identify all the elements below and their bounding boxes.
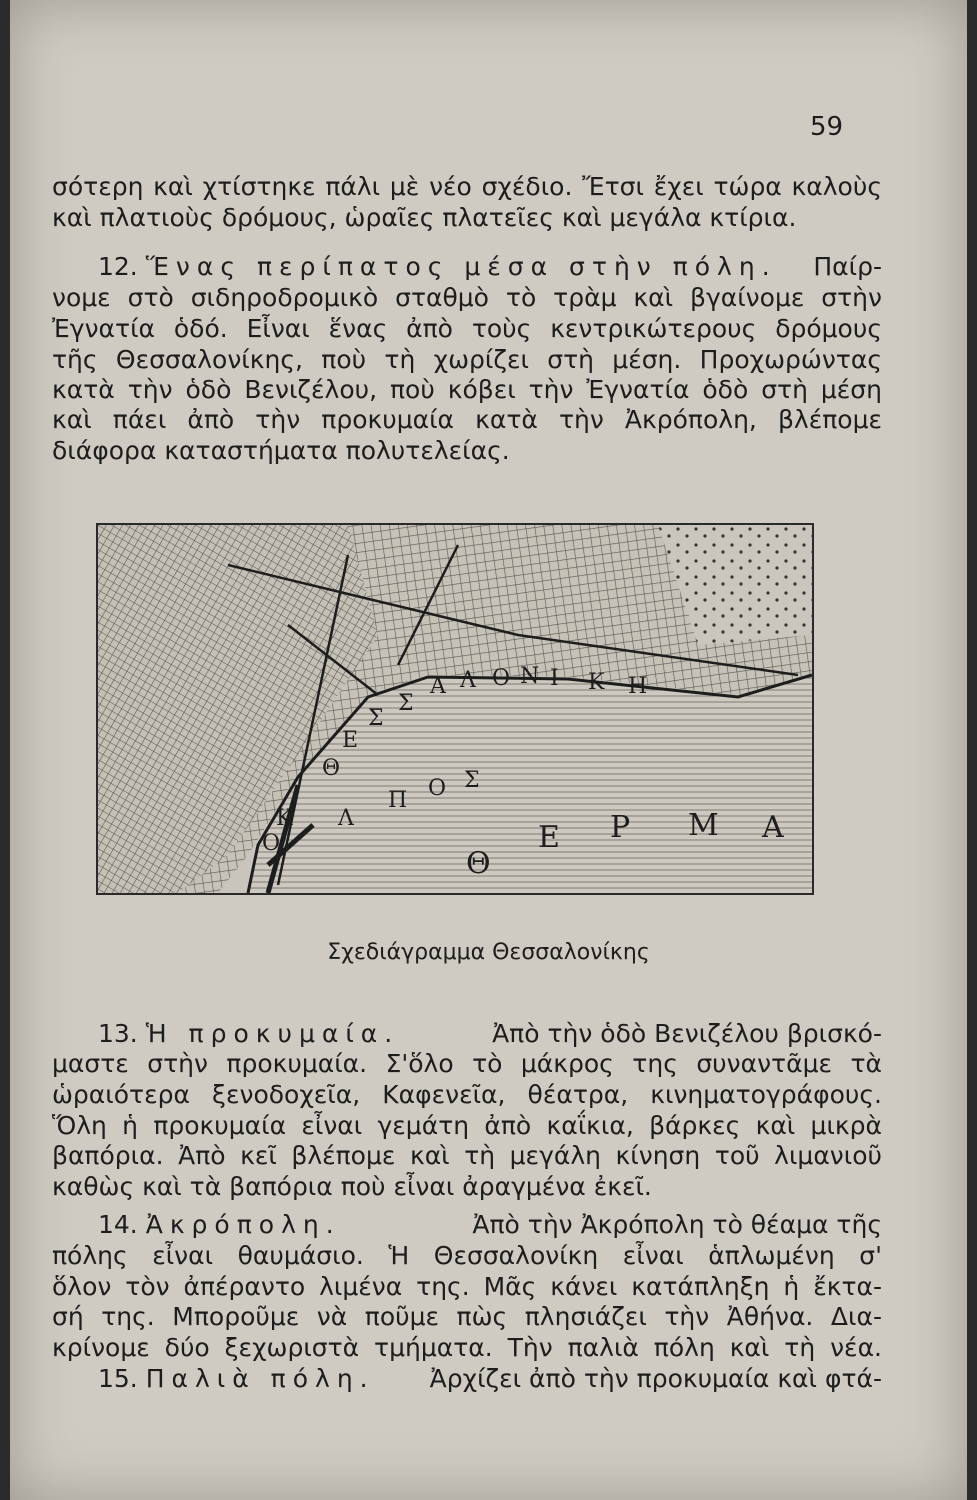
text-line: καὶ πάει ἀπὸ τὴν προκυμαία κατὰ τὴν Ἀκρόπολη, βλέπομε xyxy=(52,405,882,434)
text-line: καὶ πλατιοὺς δρόμους, ὡραῖες πλατεῖες καὶ μεγάλα κτίρια. xyxy=(52,203,797,232)
city-map xyxy=(96,523,814,895)
map-letter: Ι xyxy=(550,666,565,691)
section-number: 13. xyxy=(98,1019,138,1048)
map-letter: Λ xyxy=(338,806,360,831)
section-13-heading-line xyxy=(98,1019,882,1049)
text-line: σότερη καὶ χτίστηκε πάλι μὲ νέο σχέδιο. Ἔτσι ἔχει τώρα καλοὺς xyxy=(52,172,882,201)
section-12-heading-line xyxy=(98,252,882,282)
section-14-heading-line xyxy=(98,1210,882,1240)
section-15-heading-line xyxy=(98,1364,882,1394)
text-fragment: Παίρ- xyxy=(813,252,882,281)
map-letter: Κ xyxy=(588,670,611,695)
text-fragment: Ἀπὸ τὴν ὁδὸ Βενιζέλου βρισκό- xyxy=(492,1019,882,1048)
map-letter: Ο xyxy=(492,666,517,691)
map-letter: Κ xyxy=(276,806,299,831)
text-line: καθὼς καὶ τὰ βαπόρια ποὺ εἶναι ἀραγμένα ἐκεῖ. xyxy=(52,1172,652,1201)
section-title: Ἀκρόπολη. xyxy=(145,1210,341,1239)
map-letter: Θ xyxy=(322,756,347,781)
text-line: ὡραιότερα ξενοδοχεῖα, Καφενεῖα, θέατρα, κινηματογράφους. xyxy=(52,1080,882,1109)
map-letter: Η xyxy=(628,674,654,699)
text-line: Ὅλη ἡ προκυμαία εἶναι γεμάτη ἀπὸ καΐκια, βάρκες καὶ μικρὰ xyxy=(52,1111,882,1140)
text-fragment: Ἀπὸ τὴν Ἀκρόπολη τὸ θέαμα τῆς xyxy=(472,1210,882,1239)
text-line: βαπόρια. Ἀπὸ κεῖ βλέπομε καὶ τὴ μεγάλη κίνηση τοῦ λιμανιοῦ xyxy=(52,1141,882,1170)
map-letter: Ρ xyxy=(610,810,631,845)
map-letter: Θ xyxy=(466,846,491,881)
map-letter: Ν xyxy=(520,664,546,689)
text-fragment: Ἀρχίζει ἀπὸ τὴν προκυμαία καὶ φτά- xyxy=(429,1364,882,1393)
section-title: Παλιὰ πόλη. xyxy=(145,1364,375,1393)
map-letter: Σ xyxy=(398,691,420,716)
text-line: διάφορα καταστήματα πολυτελείας. xyxy=(52,436,510,465)
map-letter: Ε xyxy=(538,820,560,855)
map-letter: Ο xyxy=(262,831,287,856)
section-title: Ἡ προκυμαία. xyxy=(145,1019,400,1048)
section-title: Ἕνας περίπατος μέσα στὴν πόλη. xyxy=(145,252,777,281)
text-line: ὅλον τὸν ἀπέραντο λιμένα της. Μᾶς κάνει κατάπληξη ἡ ἔκτα- xyxy=(52,1272,882,1301)
text-line: κρίνομε δύο ξεχωριστὰ τμήματα. Τὴν παλιὰ πόλη καὶ τὴ νέα. xyxy=(52,1333,882,1362)
section-number: 15. xyxy=(98,1364,138,1393)
page-number: 59 xyxy=(810,112,844,142)
map-letter: Ε xyxy=(342,728,365,753)
section-number: 14. xyxy=(98,1210,138,1239)
book-page xyxy=(10,0,967,1500)
map-letter: Α xyxy=(430,674,452,699)
map-caption: Σχεδιάγραμμα Θεσσαλονίκης xyxy=(327,940,650,965)
text-line: σή της. Μποροῦμε νὰ ποῦμε πὼς πλησιάζει τὴν Ἀθήνα. Δια- xyxy=(52,1302,882,1331)
map-letter: Μ xyxy=(688,808,719,843)
map-letter: Π xyxy=(388,788,414,813)
text-line: νομε στὸ σιδηροδρομικὸ σταθμὸ τὸ τρὰμ καὶ βγαίνομε στὴν xyxy=(52,283,882,312)
text-line: μαστε στὴν προκυμαία. Σ'ὅλο τὸ μάκρος της συναντᾶμε τὰ xyxy=(52,1049,882,1078)
map-letter: Σ xyxy=(368,706,390,731)
text-line: Ἐγνατία ὁδό. Εἶναι ἕνας ἀπὸ τοὺς κεντρικώτερους δρόμους xyxy=(52,314,882,343)
map-drawing xyxy=(98,525,812,893)
text-line: κατὰ τὴν ὁδὸ Βενιζέλου, ποὺ κόβει τὴν Ἐγνατία ὁδὸ στὴ μέση xyxy=(52,375,882,404)
text-line: τῆς Θεσσαλονίκης, ποὺ τὴ χωρίζει στὴ μέση. Προχωρώντας xyxy=(52,345,882,374)
map-letter: Σ xyxy=(464,768,486,793)
map-letter: Ο xyxy=(428,776,453,801)
text-line: πόλης εἶναι θαυμάσιο. Ἡ Θεσσαλονίκη εἶναι ἁπλωμένη σ' xyxy=(52,1241,882,1270)
map-letter: Α xyxy=(762,810,784,845)
map-letter: Λ xyxy=(460,668,482,693)
section-number: 12. xyxy=(98,252,138,281)
